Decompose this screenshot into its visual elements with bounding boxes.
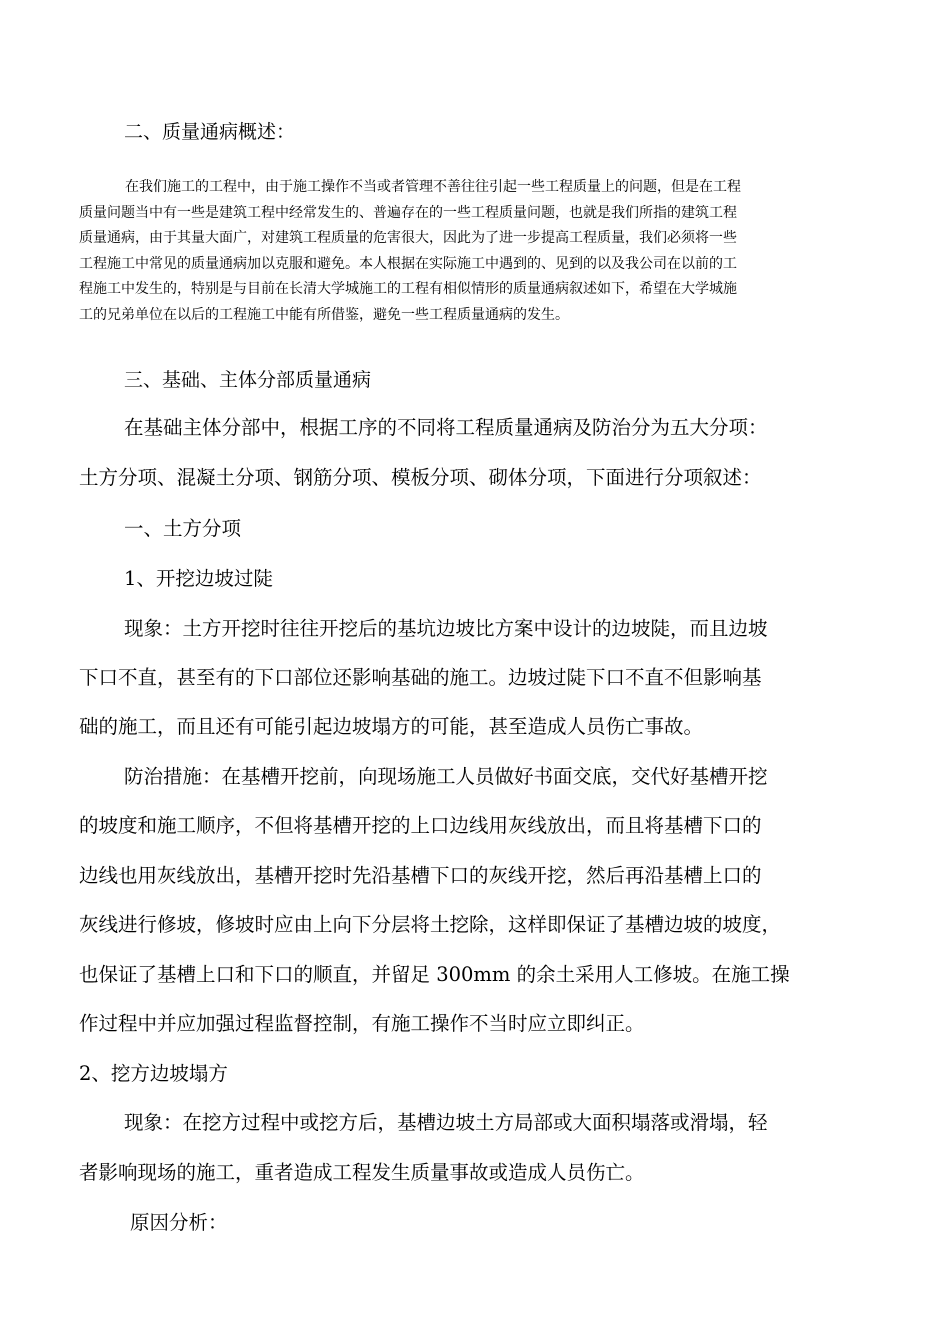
item1-heading: 1、开挖边坡过陡: [124, 567, 273, 590]
paragraph-line: 工程施工中常见的质量通病加以克服和避免。本人根据在实际施工中遇到的、见到的以及我公司在以前的工: [79, 255, 737, 272]
item1-prevention-line: 边线也用灰线放出，基槽开挖时先沿基槽下口的灰线开挖，然后再沿基槽上口的: [79, 864, 762, 887]
item1-prevention-line: 作过程中并应加强过程监督控制，有施工操作不当时应立即纠正。: [79, 1012, 645, 1035]
section3-intro-line-2: 土方分项、混凝土分项、钢筋分项、模板分项、砌体分项，下面进行分项叙述：: [79, 466, 762, 489]
section3-heading: 三、基础、主体分部质量通病: [124, 369, 372, 391]
item1-prevention-line: 也保证了基槽上口和下口的顺直，并留足 300mm 的余土采用人工修坡。在施工操: [79, 963, 790, 986]
item1-prevention-line: 防治措施：在基槽开挖前，向现场施工人员做好书面交底，交代好基槽开挖: [124, 765, 768, 788]
item2-phenomenon-line: 者影响现场的施工，重者造成工程发生质量事故或造成人员伤亡。: [79, 1161, 645, 1184]
item1-phenomenon-line: 下口不直，甚至有的下口部位还影响基础的施工。边坡过陡下口不直不但影响基: [79, 666, 762, 689]
subsection1-heading: 一、土方分项: [124, 517, 242, 540]
item1-prevention-line: 灰线进行修坡，修坡时应由上向下分层将土挖除，这样即保证了基槽边坡的坡度，: [79, 913, 782, 936]
paragraph-line: 质量通病，由于其量大面广，对建筑工程质量的危害很大，因此为了进一步提高工程质量，我们必须将一些: [79, 230, 737, 247]
paragraph-line: 程施工中发生的，特别是与目前在长清大学城施工的工程有相似情形的质量通病叙述如下，希望在大学城施: [79, 281, 737, 298]
paragraph-line: 在我们施工的工程中，由于施工操作不当或者管理不善往往引起一些工程质量上的问题，但是在工程: [125, 179, 741, 195]
item2-phenomenon-line: 现象：在挖方过程中或挖方后，基槽边坡土方局部或大面积塌落或滑塌，轻: [124, 1111, 768, 1134]
item2-cause-heading: 原因分析：: [130, 1211, 228, 1234]
paragraph-line: 质量问题当中有一些是建筑工程中经常发生的、普遍存在的一些工程质量问题，也就是我们所指的建筑工程: [79, 204, 737, 221]
item1-prevention-line: 的坡度和施工顺序，不但将基槽开挖的上口边线用灰线放出，而且将基槽下口的: [79, 814, 762, 837]
section3-intro-line-1: 在基础主体分部中，根据工序的不同将工程质量通病及防治分为五大分项：: [124, 416, 768, 439]
item2-heading: 2、挖方边坡塌方: [79, 1062, 228, 1085]
item1-phenomenon-line: 础的施工，而且还有可能引起边坡塌方的可能，甚至造成人员伤亡事故。: [79, 715, 704, 738]
section2-heading: 二、质量通病概述：: [124, 121, 296, 143]
item1-phenomenon-line: 现象：土方开挖时往往开挖后的基坑边坡比方案中设计的边坡陡，而且边坡: [124, 617, 768, 640]
section2-paragraph: [79, 175, 874, 329]
paragraph-line: 工的兄弟单位在以后的工程施工中能有所借鉴，避免一些工程质量通病的发生。: [79, 306, 569, 323]
